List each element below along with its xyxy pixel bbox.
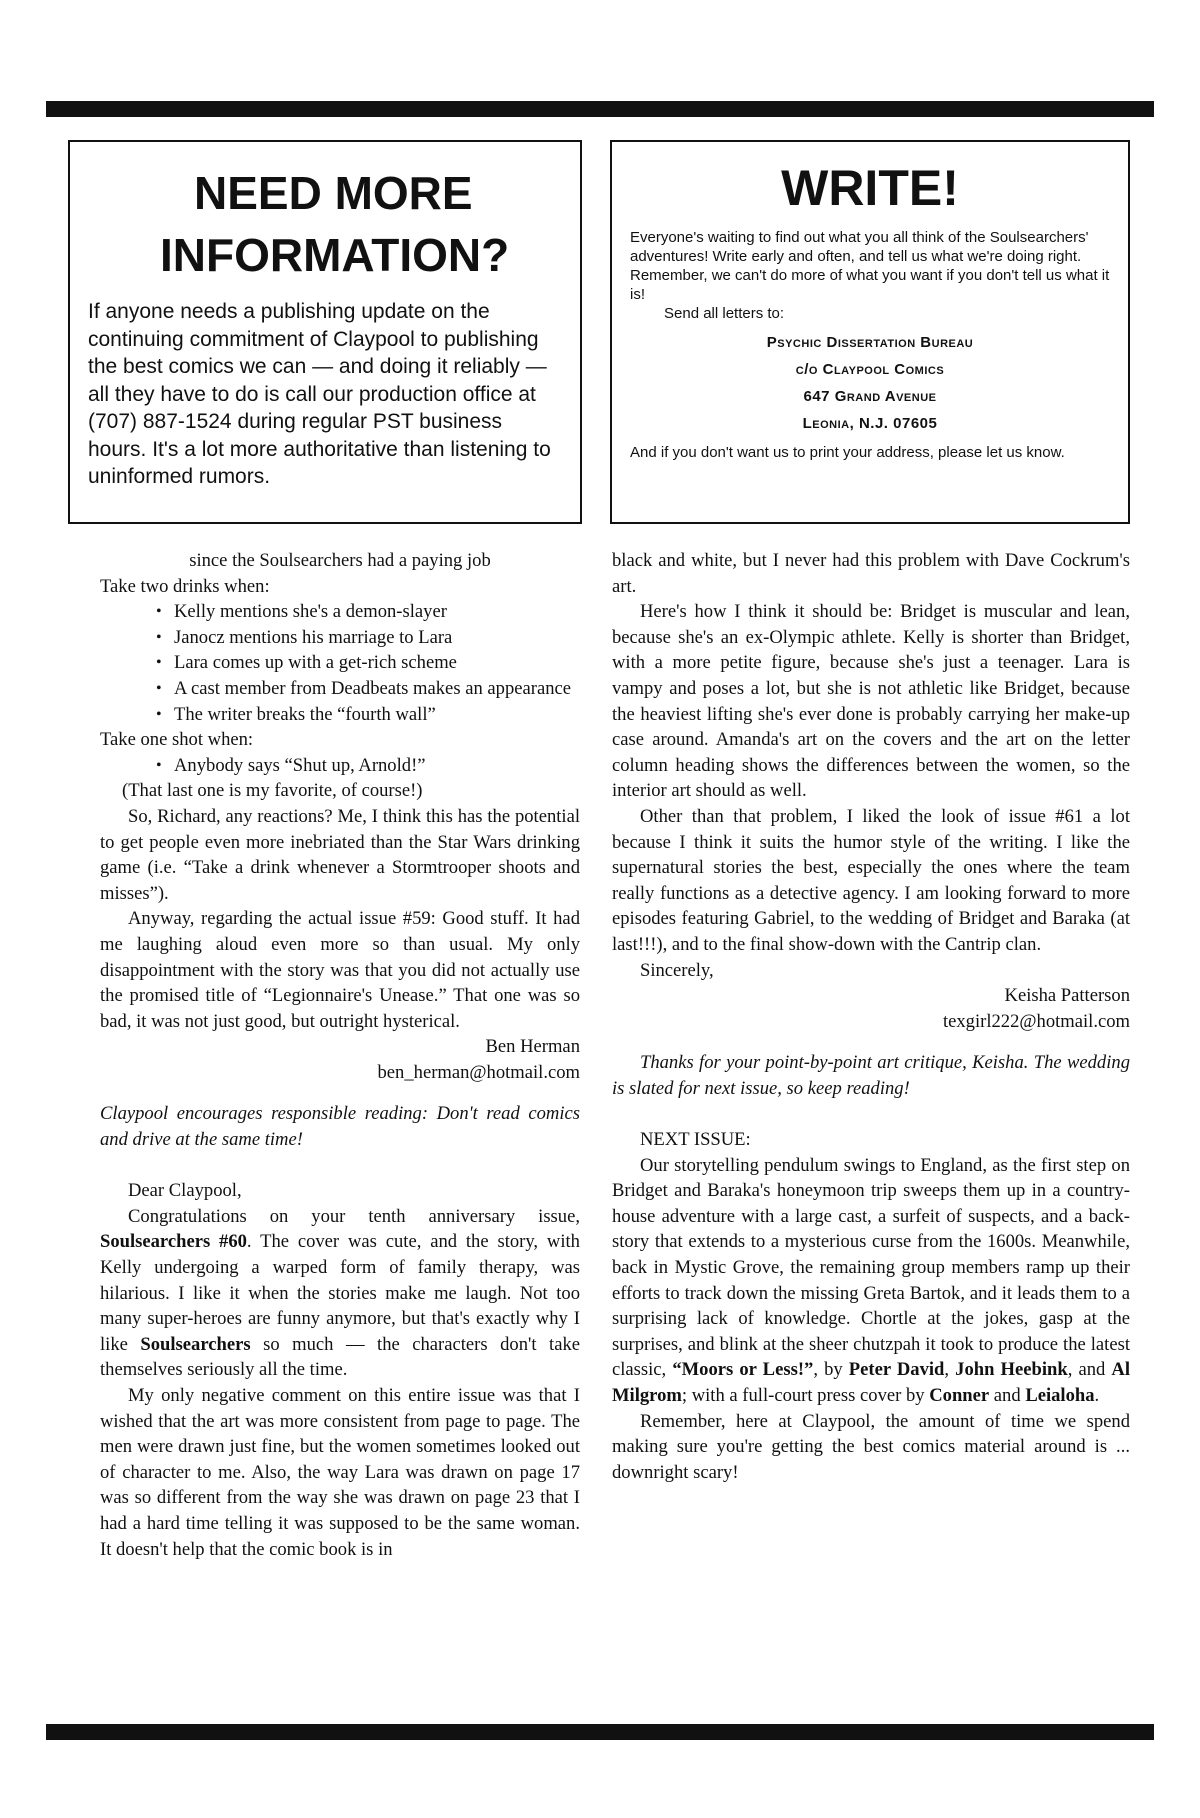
story-title: “Moors or Less!” [672,1359,814,1381]
cover-artist: Leialoha [1025,1385,1095,1406]
take-two-label: Take two drinks when: [100,575,270,597]
paragraph: Anyway, regarding the actual issue #59: Good stuff. It had me laughing aloud even more so than usual. My only disappointment with the story was that you did not actually use the promised title of “Legionnaire's Unease.” That one was so bad, it was not just good, but outright hysterical. [100,908,580,1032]
signature-name: Ben Herman [485,1036,580,1058]
right-column [612,548,1130,1485]
info-heading-line1: NEED MORE [194,167,473,219]
left-column [100,548,580,1562]
paragraph: Here's how I think it should be: Bridget is muscular and lean, because she's an ex-Olympic athlete. Kelly is shorter than Bridget, with a more petite figure, because she's just a teenager. Lara is vampy and poses a lot, but she is not athletic like Bridget, because the heaviest lifting she's ever done is probably carrying her make-up case around. Amanda's art on the covers and the art on the letter column heading shows the differences between the women, so the interior art should as well. [612,601,1130,802]
address-line: Psychic Dissertation Bureau [766,334,974,351]
paragraph: Congratulations on your tenth anniversary issue, Soulsearchers #60. The cover was cute, and the story, with Kelly undergoing a warped form of family therapy, was hilarious. I like it when the stories make me laugh. Not too many super-heroes are funny anymore, but that's exactly why I like Soulsearchers so much — the characters don't take themselves seriously all the time. [100,1205,580,1381]
signature-name: Keisha Patterson [1004,985,1130,1007]
info-body: If anyone needs a publishing update on the continuing commitment of Claypool to publishing the best comics we can — and doing it reliably — all they have to do is call our production office at (707) 887-1524 during regular PST business hours. It's a lot more authoritative than listening to uninformed rumors. [88,300,551,488]
signature-email: ben_herman@hotmail.com [377,1061,580,1083]
list-item: • The writer breaks the “fourth wall” [162,702,580,728]
aside: (That last one is my favorite, of course!) [122,780,423,802]
write-box [610,140,1130,524]
send-to-label: Send all letters to: [664,305,785,322]
closing-paragraph: Remember, here at Claypool, the amount of time we spend making sure you're getting the best comics material around is ... downright scary! [612,1410,1130,1483]
editor-reply: Claypool encourages responsible reading: Don't read comics and drive at the same time! [100,1103,580,1151]
paragraph: Other than that problem, I liked the look of issue #61 a lot because I think it suits the humor style of the writing. I like the supernatural stories the best, especially the ones where the team really functions as a detective agency. I am looking forward to more episodes featuring Gabriel, to the wedding of Bridget and Baraka (at last!!!), and to the final show-down with the Cantrip clan. [612,805,1130,955]
list-item: • Anybody says “Shut up, Arnold!” [162,753,580,779]
issue-title: Soulsearchers #60 [100,1231,247,1253]
top-rule [46,101,1154,117]
mailing-address [630,329,1110,437]
write-body: Everyone's waiting to find out what you all think of the Soulsearchers' adventures! Write early and often, and tell us what we're doing right. Remember, we can't do more of what you want if you don't tell us what it is! [630,229,1110,303]
intro-line: since the Soulsearchers had a paying job [189,550,491,571]
salutation: Dear Claypool, [128,1180,242,1202]
info-heading-line2: INFORMATION? [160,229,510,281]
creator-name: John Heebink [955,1359,1068,1381]
series-title: Soulsearchers [140,1333,251,1355]
editor-reply: Thanks for your point-by-point art critique, Keisha. The wedding is slated for next issue, so keep reading! [612,1052,1130,1099]
next-issue-heading: NEXT ISSUE: [640,1129,751,1151]
list-item: • Janocz mentions his marriage to Lara [162,625,580,651]
cover-artist: Conner [929,1385,990,1406]
list-item: • A cast member from Deadbeats makes an appearance [162,676,580,702]
write-footer: And if you don't want us to print your address, please let us know. [630,444,1065,461]
list-item: • Lara comes up with a get-rich scheme [162,650,580,676]
write-heading: WRITE! [781,160,959,216]
info-box [68,140,582,524]
take-one-label: Take one shot when: [100,729,254,751]
creator-name: Al Milgrom [612,1359,1131,1406]
paragraph: So, Richard, any reactions? Me, I think this has the potential to get people even more inebriated than the Star Wars drinking game (i.e. “Take a drink whenever a Stormtrooper shoots and misses”). [100,805,580,904]
one-shot-list [100,753,580,779]
bottom-rule [46,1724,1154,1740]
paragraph: black and white, but I never had this problem with Dave Cockrum's art. [612,550,1130,597]
address-line: 647 Grand Avenue [803,388,937,405]
list-item: • Kelly mentions she's a demon-slayer [162,599,580,625]
address-line: Leonia, N.J. 07605 [802,415,938,432]
two-drink-list [100,599,580,727]
paragraph: My only negative comment on this entire issue was that I wished that the art was more consistent from page to page. The men were drawn just fine, but the women sometimes looked out of character to me. Also, the way Lara was drawn on page 17 was so different from the way she was drawn on page 23 that I had a hard time telling it was supposed to be the same woman. It doesn't help that the comic book is in [100,1385,580,1560]
info-heading [88,162,562,286]
next-issue-text: Our storytelling pendulum swings to England, as the first step on Bridget and Baraka's honeymoon trip sweeps them up in a country-house adventure with a large cast, a surfeit of suspects, and a back-story that extends to a mysterious curse from the 1600s. Meanwhile, back in Mystic Grove, the remaining group members ramp up their efforts to track down the missing Greta Bartok, and it leads them to a surprising lack of knowledge. Chortle at the jokes, gasp at the surprises, and blink at the sheer chutzpah it took to produce the latest classic, “Moors or Less!”, by Peter David, John Heebink, and Al Milgrom; with a full-court press cover by Conner and Leialoha. [612,1154,1131,1406]
closing: Sincerely, [640,959,714,981]
address-line: c/o Claypool Comics [795,361,945,378]
signature-email: texgirl222@hotmail.com [942,1010,1130,1032]
creator-name: Peter David [848,1359,945,1381]
